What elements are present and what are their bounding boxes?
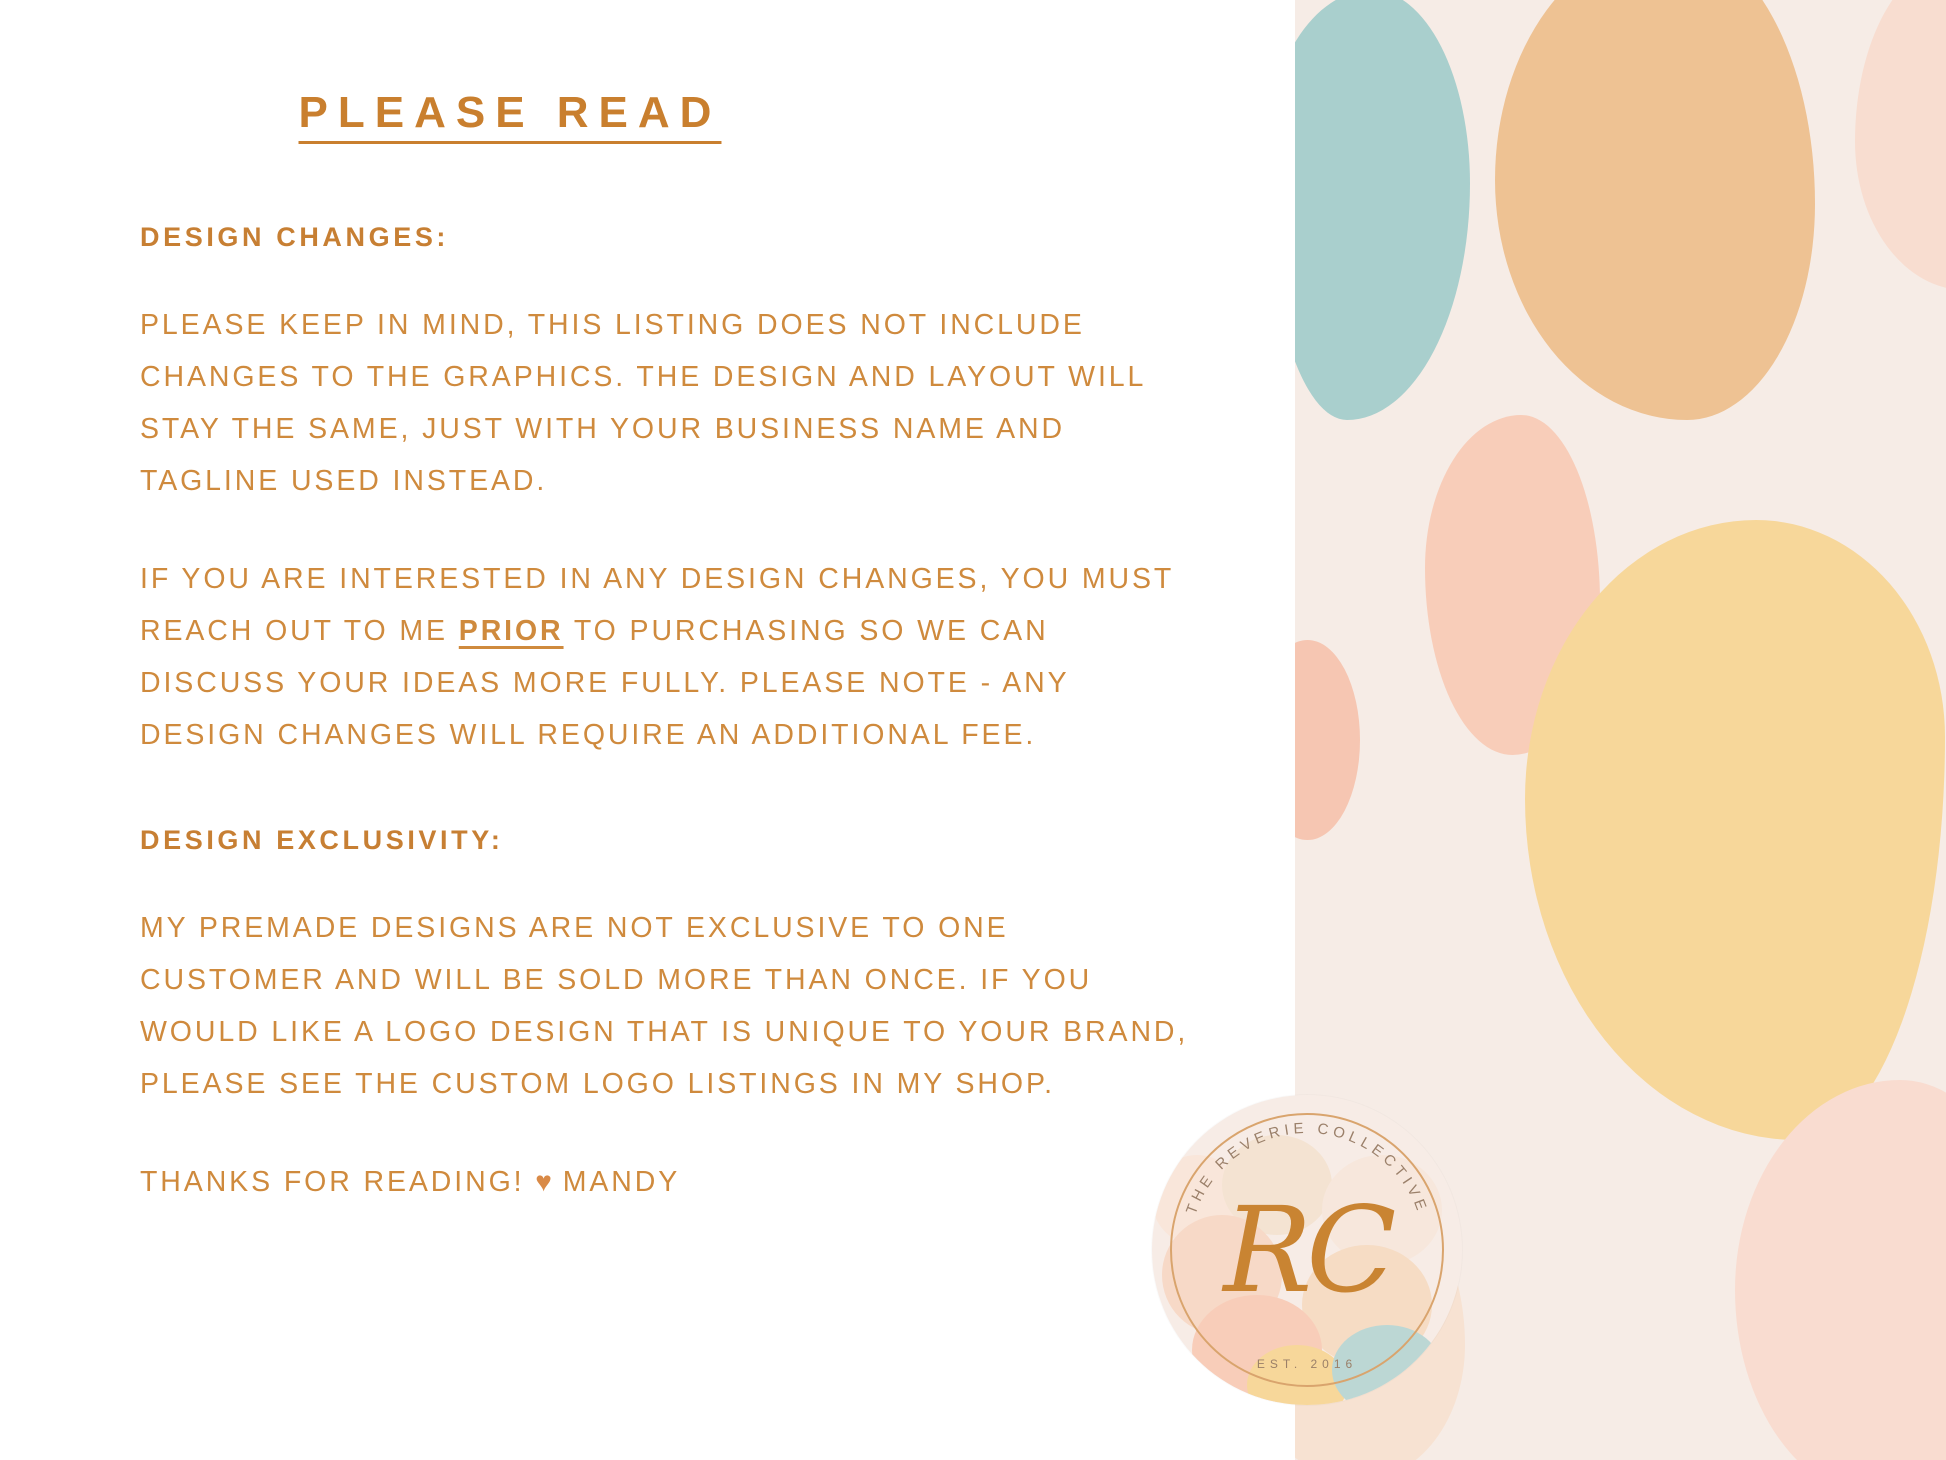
section-heading-design-exclusivity: DESIGN EXCLUSIVITY: (140, 825, 504, 855)
logo-badge (1152, 1095, 1462, 1405)
blob-peach-top-right (1855, 0, 1946, 290)
paragraph-2-after: TO PURCHASING SO WE CAN DISCUSS YOUR IDEAS MORE FULLY. PLEASE NOTE - ANY DESIGN CHANGES WILL REQUIRE AN ADDITIONAL FEE. (140, 615, 1069, 751)
page-title: PLEASE READ (298, 88, 722, 137)
logo-established: EST. 2016 (1256, 1357, 1358, 1371)
paragraph-2-emphasis: PRIOR (458, 615, 564, 647)
paragraph-design-changes-2 (140, 553, 1200, 761)
logo-arc-text: THE REVERIE COLLECTIVE (1182, 1119, 1432, 1217)
body-content (140, 222, 1200, 1254)
paragraph-2-before: IF YOU ARE INTERESTED IN ANY DESIGN CHANGES, YOU MUST REACH OUT TO ME (140, 563, 1174, 647)
heart-icon: ♥ (535, 1166, 552, 1197)
paragraph-design-changes-1: PLEASE KEEP IN MIND, THIS LISTING DOES NOT INCLUDE CHANGES TO THE GRAPHICS. THE DESIGN AND LAYOUT WILL STAY THE SAME, JUST WITH YOUR BUSINESS NAME AND TAGLINE USED INSTEAD. (140, 309, 1146, 497)
signoff-after: MANDY (551, 1166, 681, 1198)
blob-yellow (1525, 520, 1945, 1140)
section-heading-design-changes: DESIGN CHANGES: (140, 222, 450, 252)
blob-teal (1295, 0, 1470, 420)
blob-tan (1495, 0, 1815, 420)
section-spacer (140, 807, 1200, 825)
blob-pink-small (1295, 640, 1360, 840)
logo-monogram: RC (1223, 1181, 1391, 1319)
signoff-line (140, 1156, 1200, 1208)
paragraph-design-exclusivity-1: MY PREMADE DESIGNS ARE NOT EXCLUSIVE TO ONE CUSTOMER AND WILL BE SOLD MORE THAN ONCE. IF YOU WOULD LIKE A LOGO DESIGN THAT IS UNIQUE TO YOUR BRAND, PLEASE SEE THE CUSTOM LOGO LISTINGS IN MY SHOP. (140, 912, 1189, 1100)
signoff-before: THANKS FOR READING! (140, 1166, 536, 1198)
